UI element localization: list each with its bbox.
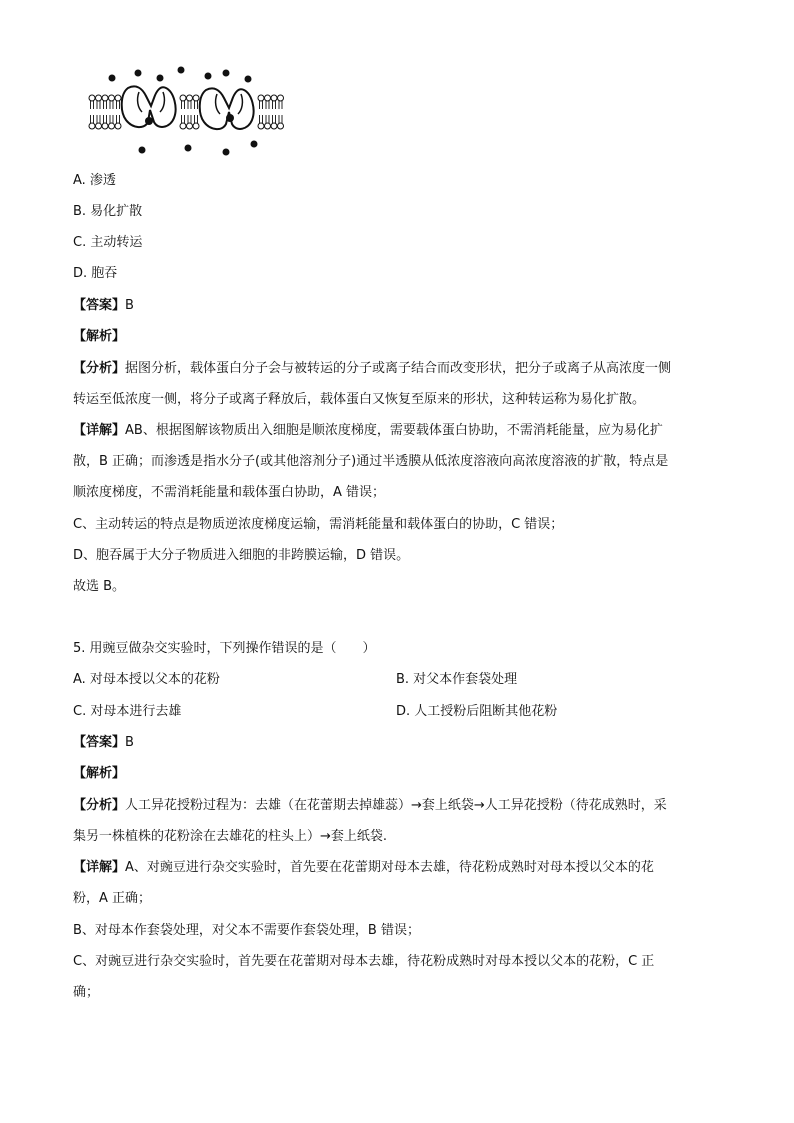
detail-line-c: C、主动转运的特点是物质逆浓度梯度运输，需消耗能量和载体蛋白的协助，C 错误； [73,517,564,532]
q5-detail-line-2: 粉，A 正确； [73,891,152,906]
q5-detail-line-b: B、对母本作套袋处理，对父本不需要作套袋处理，B 错误； [73,923,420,938]
analysis-line-2: 转运至低浓度一侧，将分子或离子释放后，载体蛋白又恢复至原来的形状，这种转运称为易化扩散。 [73,392,646,407]
answer-tag: 【答案】 [73,298,126,313]
solute-molecule [109,75,116,82]
q5-analysis-tag: 【解析】 [73,766,126,781]
option-d: D. 胞吞 [73,266,118,281]
q5-option-c: C. 对母本进行去雄 [73,704,182,719]
carrier-protein-right [200,88,254,129]
q5-option-d: D. 人工授粉后阻断其他花粉 [396,704,558,719]
q5-analysis-line-1: 【分析】人工异花授粉过程为：去雄（在花蕾期去掉雄蕊）→套上纸袋→人工异花授粉（待花成熟时，采 [73,798,667,813]
solute-molecule [223,70,230,77]
question-5-stem: 5. 用豌豆做杂交实验时，下列操作错误的是（ ） [73,641,376,656]
analysis-tag: 【解析】 [73,329,126,344]
q5-option-b: B. 对父本作套袋处理 [396,672,518,687]
option-b: B. 易化扩散 [73,204,143,219]
q5-detail-line-c2: 确； [73,985,100,1000]
solute-molecule [245,76,252,83]
answer-value: B [125,298,134,313]
detail-line-1: 【详解】AB、根据图解该物质出入细胞是顺浓度梯度，需要载体蛋白协助，不需消耗能量，应为易化扩 [73,423,663,438]
solute-molecule [145,117,153,125]
solute-molecule [157,75,164,82]
solute-molecule [251,141,258,148]
solute-molecule [205,73,212,80]
q5-option-a: A. 对母本授以父本的花粉 [73,672,220,687]
detail-line-3: 顺浓度梯度，不需消耗能量和载体蛋白协助，A 错误； [73,485,386,500]
q5-detail-line-c1: C、对豌豆进行杂交实验时，首先要在花蕾期对母本去雄，待花粉成熟时对母本授以父本的花粉，C 正 [73,954,655,969]
q5-analysis-line-2: 集另一株植株的花粉涂在去雄花的柱头上）→套上纸袋. [73,829,388,844]
conclusion: 故选 B。 [73,579,126,594]
solute-molecule [139,147,146,154]
detail-line-2: 散，B 正确；而渗透是指水分子(或其他溶剂分子)通过半透膜从低浓度溶液向高浓度溶液的扩散，特点是 [73,454,669,469]
answer-line [73,296,134,316]
option-c: C. 主动转运 [73,235,143,250]
solute-molecule [226,114,234,122]
membrane-carrier-protein-figure [84,64,288,160]
solute-molecule [185,145,192,152]
analysis-line-1: 【分析】据图分析，载体蛋白分子会与被转运的分子或离子结合而改变形状，把分子或离子从高浓度一侧 [73,361,672,376]
q5-detail-line-1: 【详解】A、对豌豆进行杂交实验时，首先要在花蕾期对母本去雄，待花粉成熟时对母本授以父本的花 [73,860,654,875]
detail-line-d: D、胞吞属于大分子物质进入细胞的非跨膜运输，D 错误。 [73,548,410,563]
solute-molecule [135,70,142,77]
solute-molecule [178,67,185,74]
solute-molecule [223,149,230,156]
option-a: A. 渗透 [73,173,116,188]
q5-answer-line: 【答案】B [73,735,134,750]
